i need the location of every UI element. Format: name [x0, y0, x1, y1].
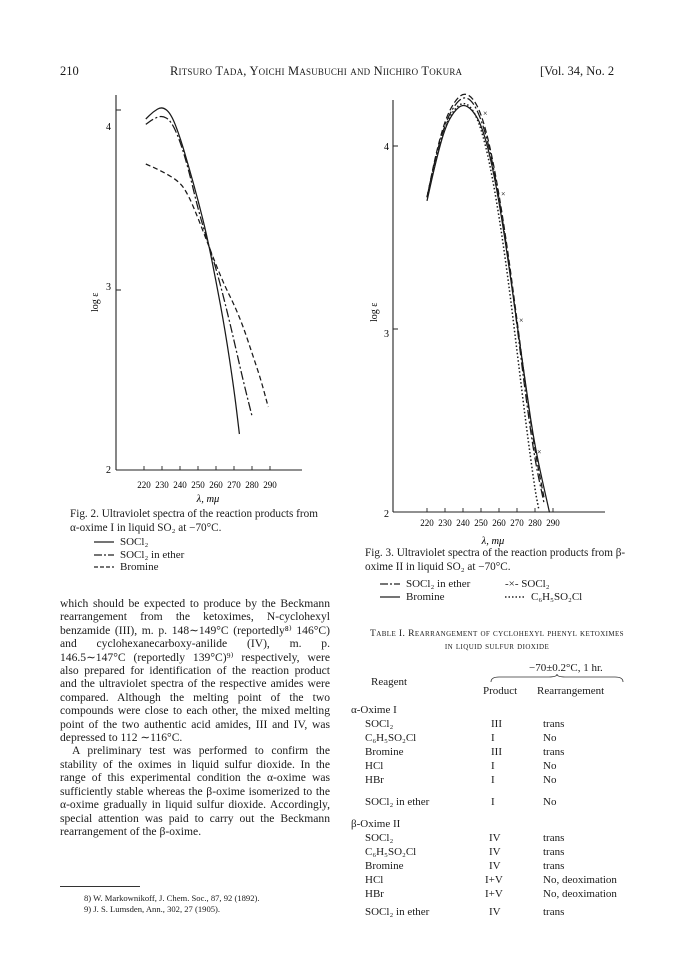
legend-label: SOCl₂ in ether — [406, 578, 471, 590]
cell-reagent: HCl — [365, 760, 384, 772]
fig3-series — [427, 94, 549, 512]
col-header-rearrangement: Rearrangement — [537, 685, 605, 697]
cell-reagent: HCl — [365, 874, 384, 886]
cell-product: IV — [489, 860, 501, 872]
fig2-xlabel: λ, mμ — [196, 494, 220, 505]
col-header-reagent: Reagent — [371, 676, 408, 688]
legend-label: SOCl₂ in ether — [120, 548, 185, 561]
figure-3-chart — [355, 90, 645, 550]
fig2-ytick-3: 3 — [106, 282, 111, 293]
fig3-xtick: 270 — [510, 518, 524, 528]
running-head-volume: [Vol. 34, No. 2 — [540, 64, 615, 78]
fig2-xtick: 250 — [191, 480, 205, 490]
legend-label: Bromine — [406, 591, 445, 603]
fig3-axes — [393, 100, 605, 512]
paragraph: A preliminary test was performed to confirm the stability of the oximes in liquid sulfur dioxide. In the range of this experimental condition the α-oxime was sufficiently stable whereas the β-oxime isomerized to the α-oxime gradually in liquid sulfur dioxide. Accordingly, special attention was paid to carry out the Beckmann rearrangement of the β-oxime. — [60, 744, 330, 838]
series-line-socl2-in-ether — [146, 116, 252, 416]
series-line-socl2-in-ether — [427, 98, 544, 503]
group-label: β-Oxime II — [351, 818, 401, 830]
cell-result: No — [543, 760, 557, 772]
cell-product: I — [491, 760, 495, 772]
paragraph: which should be expected to produce by the Beckmann rearrangement from the ketoximes, N-cyclohexyl benzamide (III), m. p. 148∼149°C (reportedly⁸⁾ 146°C) and cyclohexanecarboxy-anilide (IV), m. p. 146.5∼147°C (reportedly 139°C)⁹⁾ respectively, were also prepared for identification of the reaction product and the ultraviolet spectra of the respective amides were compared. Although the melting point of the two compounds were close to each other, the mixed melting point of the two authentic acid amides, III and IV, was depressed to 112 ∼116°C. — [60, 597, 330, 745]
fig2-caption: Fig. 2. Ultraviolet spectra of the reaction products from α-oxime I in liquid SO₂ at −70°C. — [70, 508, 318, 534]
series-line-bromine — [146, 164, 268, 407]
table-1 — [343, 662, 633, 922]
fig3-xtick: 250 — [474, 518, 488, 528]
fig2-legend — [94, 536, 184, 574]
running-head-authors: Ritsuro Tada, Yoichi Masubuchi and Niichiro Tokura — [170, 64, 463, 78]
series-line-bromine — [427, 105, 549, 512]
fig2-ylabel: log ε — [90, 292, 101, 312]
fig3-xtick: 230 — [438, 518, 452, 528]
series-line-c6h5so2cl — [427, 104, 539, 509]
fig2-xtick: 270 — [227, 480, 241, 490]
cell-result: trans — [543, 906, 565, 918]
cell-result: trans — [543, 718, 565, 730]
fig2-xtick: 220 — [137, 480, 151, 490]
cell-product: I — [491, 796, 495, 808]
cross-marker: × — [519, 315, 524, 325]
cell-result: trans — [543, 846, 565, 858]
cell-reagent: C₆H₅SO₂Cl — [365, 732, 417, 744]
body-text — [60, 597, 330, 838]
fig2-xtick: 230 — [155, 480, 169, 490]
fig3-ytick-4: 4 — [384, 142, 389, 153]
cell-product: III — [491, 718, 502, 730]
figure-2-chart — [60, 90, 320, 510]
cell-product: IV — [489, 906, 501, 918]
table-condition: −70±0.2°C, 1 hr. — [529, 662, 603, 674]
fig2-xtick: 260 — [209, 480, 223, 490]
table-caption: Table I. Rearrangement of cyclohexyl phenyl ketoximes in liquid sulfur dioxide — [370, 628, 624, 652]
fig2-series — [146, 108, 268, 434]
cell-reagent: HBr — [365, 774, 384, 786]
fig3-xtick: 220 — [420, 518, 434, 528]
legend-label: SOCl₂ — [120, 536, 149, 548]
legend-label: Bromine — [120, 561, 159, 573]
cross-marker: × — [483, 109, 488, 119]
fig3-xtick: 240 — [456, 518, 470, 528]
cell-result: trans — [543, 860, 565, 872]
fig3-ylabel: log ε — [369, 302, 380, 322]
fig3-xtick: 280 — [528, 518, 542, 528]
footnote-8: 8) W. Markownikoff, J. Chem. Soc., 87, 92 (1892). — [84, 893, 260, 903]
cell-product: I+V — [485, 888, 503, 900]
cell-reagent: HBr — [365, 888, 384, 900]
cell-result: trans — [543, 832, 565, 844]
series-line-socl2 — [427, 94, 544, 497]
fig2-ytick-4: 4 — [106, 122, 111, 133]
col-header-product: Product — [483, 685, 518, 697]
fig2-xtick: 290 — [263, 480, 277, 490]
cell-result: No, deoximation — [543, 874, 617, 886]
legend-label: -×- SOCl₂ — [505, 578, 550, 590]
fig2-axes — [116, 95, 302, 470]
cell-result: No — [543, 796, 557, 808]
fig3-ytick-3: 3 — [384, 329, 389, 340]
cell-product: IV — [489, 832, 501, 844]
footnote-rule — [60, 886, 140, 887]
cell-result: No, deoximation — [543, 888, 617, 900]
cell-product: I — [491, 774, 495, 786]
fig3-xtick: 260 — [492, 518, 506, 528]
series-line-socl2 — [146, 108, 240, 434]
cell-reagent: C₆H₅SO₂Cl — [365, 846, 417, 858]
fig3-xlabel: λ, mμ — [481, 536, 505, 547]
fig2-xtick: 240 — [173, 480, 187, 490]
fig3-xtick: 290 — [546, 518, 560, 528]
cell-reagent: Bromine — [365, 860, 404, 872]
cell-result: No — [543, 732, 557, 744]
cell-product: III — [491, 746, 502, 758]
fig2-ytick-2: 2 — [106, 465, 111, 476]
footnote-9: 9) J. S. Lumsden, Ann., 302, 27 (1905). — [84, 904, 221, 914]
fig2-xtick: 280 — [245, 480, 259, 490]
cell-product: IV — [489, 846, 501, 858]
fig3-ytick-2: 2 — [384, 509, 389, 520]
cross-marker: × — [537, 447, 542, 457]
cell-product: I+V — [485, 874, 503, 886]
cell-reagent: SOCl₂ in ether — [365, 906, 430, 918]
cell-reagent: SOCl₂ — [365, 718, 394, 730]
cell-result: trans — [543, 746, 565, 758]
group-label: α-Oxime I — [351, 704, 397, 716]
fig3-caption: Fig. 3. Ultraviolet spectra of the reaction products from β-oxime II in liquid SO₂ at −70°C. — [365, 547, 626, 573]
cell-result: No — [543, 774, 557, 786]
cell-reagent: SOCl₂ — [365, 832, 394, 844]
cell-product: I — [491, 732, 495, 744]
legend-label: C₆H₅SO₂Cl — [531, 591, 583, 603]
cell-reagent: Bromine — [365, 746, 404, 758]
cross-marker: × — [501, 189, 506, 199]
page-number: 210 — [60, 64, 79, 78]
cell-reagent: SOCl₂ in ether — [365, 796, 430, 808]
